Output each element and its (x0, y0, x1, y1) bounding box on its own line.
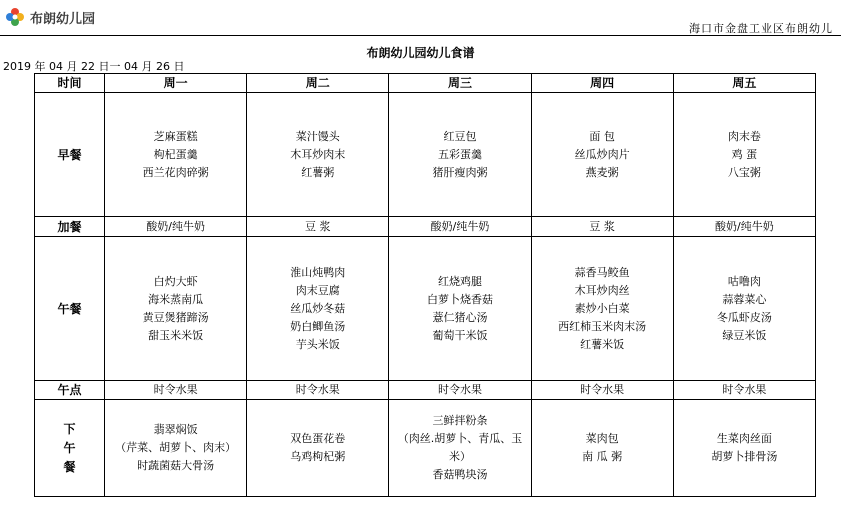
menu-item: 酸奶/纯牛奶 (430, 219, 490, 233)
menu-cell (389, 217, 531, 237)
menu-item: （芹菜、胡萝卜、肉末） (115, 441, 237, 454)
row-label-text: 下午餐 (63, 421, 76, 474)
menu-cell (389, 400, 531, 497)
row-label (35, 217, 105, 237)
menu-cell (247, 400, 389, 497)
menu-cell (673, 237, 815, 381)
row-label-text: 早餐 (57, 147, 82, 162)
menu-item: 三鲜拌粉条 (432, 414, 488, 427)
table-row-afternoon-snack (35, 381, 816, 400)
row-label (35, 237, 105, 381)
menu-cell (673, 217, 815, 237)
header-right-text: 海口市金盘工业区布朗幼儿 (689, 22, 833, 35)
menu-item: 黄豆煲猪蹄汤 (142, 310, 209, 324)
menu-item: 时令水果 (722, 383, 767, 396)
row-label (35, 381, 105, 400)
menu-item: 西红柿玉米肉末汤 (558, 319, 647, 333)
menu-item: 时令水果 (295, 383, 340, 396)
menu-cell (247, 381, 389, 400)
menu-item: 咕噜肉 (727, 274, 761, 288)
menu-item: 海米蒸南瓜 (148, 292, 204, 306)
row-label-text: 加餐 (57, 219, 82, 234)
menu-item: 肉末豆腐 (295, 283, 340, 297)
table-row-snack (35, 217, 816, 237)
date-range: 2019 年 04 月 22 日一 04 月 26 日 (3, 60, 185, 73)
menu-cell (389, 93, 531, 217)
menu-cell (673, 381, 815, 400)
menu-item: 蒜蓉菜心 (722, 292, 767, 306)
menu-item: 时令水果 (580, 383, 625, 396)
header-day: 周四 (531, 74, 673, 93)
menu-item: 鸡 蛋 (731, 147, 758, 161)
menu-cell (673, 400, 815, 497)
table-row-dinner (35, 400, 816, 497)
menu-item: 猪肝瘦肉粥 (432, 165, 488, 179)
menu-item: 芋头米饭 (295, 337, 340, 351)
menu-item: 菜肉包 (585, 432, 619, 445)
menu-item: 红烧鸡腿 (437, 274, 482, 288)
menu-item: 白萝卜烧香菇 (426, 292, 493, 306)
menu-item: 甜玉米米饭 (148, 328, 204, 342)
menu-item: 胡萝卜排骨汤 (711, 450, 778, 463)
menu-item: 香菇鸭块汤 (432, 468, 488, 481)
menu-cell (247, 217, 389, 237)
menu-cell (389, 237, 531, 381)
menu-cell (531, 217, 673, 237)
menu-item: 绿豆米饭 (722, 328, 767, 342)
menu-item: 红薯粥 (301, 165, 335, 179)
row-label (35, 93, 105, 217)
menu-item: 时蔬菌菇大骨汤 (137, 459, 215, 472)
menu-item: 翡翠焖饭 (153, 423, 198, 436)
menu-item: 木耳炒肉末 (290, 147, 346, 161)
menu-cell (531, 237, 673, 381)
menu-item: 红薯米饭 (580, 337, 625, 351)
menu-cell (105, 93, 247, 217)
table-header-row (35, 74, 816, 93)
menu-cell (105, 217, 247, 237)
menu-item: 红豆包 (443, 129, 477, 143)
logo-text: 布朗幼儿园 (30, 11, 96, 27)
table-row-breakfast (35, 93, 816, 217)
menu-item: 枸杞蛋羹 (153, 147, 198, 161)
header-day: 周一 (105, 74, 247, 93)
menu-item: 白灼大虾 (153, 274, 198, 288)
header-day: 周五 (673, 74, 815, 93)
menu-item: （肉丝.胡萝卜、青瓜、玉 (397, 432, 523, 445)
menu-item: 五彩蛋羹 (437, 147, 482, 161)
menu-item: 葡萄干米饭 (432, 328, 488, 342)
menu-cell (531, 93, 673, 217)
menu-item: 酸奶/纯牛奶 (146, 219, 205, 233)
menu-item: 双色蛋花卷 (290, 432, 346, 445)
menu-item: 肉末卷 (727, 129, 761, 143)
menu-item: 冬瓜虾皮汤 (716, 310, 772, 324)
menu-item: 芝麻蛋糕 (153, 129, 198, 143)
menu-cell (673, 93, 815, 217)
menu-cell (389, 381, 531, 400)
menu-item: 面 包 (589, 129, 615, 143)
menu-item: 豆 浆 (305, 219, 331, 233)
menu-item: 时令水果 (437, 383, 482, 396)
menu-cell (105, 237, 247, 381)
menu-item: 木耳炒肉丝 (574, 283, 630, 297)
menu-item: 乌鸡枸杞粥 (290, 450, 346, 463)
menu-cell (105, 400, 247, 497)
header-day: 周二 (247, 74, 389, 93)
page-title: 布朗幼儿园幼儿食谱 (366, 46, 475, 60)
logo (4, 4, 95, 30)
menu-item: 丝瓜炒肉片 (574, 147, 630, 161)
header-divider (0, 35, 841, 36)
menu-item: 豆 浆 (589, 219, 615, 233)
menu-item: 南 瓜 粥 (582, 450, 623, 463)
menu-item: 薏仁猪心汤 (432, 310, 488, 324)
table-row-lunch (35, 237, 816, 381)
menu-item: 西兰花肉碎粥 (142, 165, 209, 179)
menu-item: 丝瓜炒冬菇 (290, 301, 346, 315)
row-label-text: 午餐 (57, 301, 82, 316)
menu-item: 酸奶/纯牛奶 (715, 219, 774, 233)
header-time: 时间 (35, 74, 105, 93)
menu-cell (247, 93, 389, 217)
menu-cell (531, 400, 673, 497)
menu-item: 燕麦粥 (585, 165, 619, 179)
header-day: 周三 (389, 74, 531, 93)
menu-cell (531, 381, 673, 400)
menu-item: 时令水果 (153, 383, 198, 396)
menu-item: 米） (448, 450, 471, 463)
row-label-text: 午点 (57, 383, 82, 397)
menu-item: 菜汁馒头 (295, 129, 340, 143)
menu-item: 八宝粥 (727, 165, 761, 179)
menu-item: 素炒小白菜 (574, 301, 630, 315)
menu-table (34, 73, 816, 497)
row-label (35, 400, 105, 497)
menu-item: 生菜肉丝面 (716, 432, 772, 445)
menu-cell (247, 237, 389, 381)
menu-item: 奶白鲫鱼汤 (290, 319, 346, 333)
menu-cell (105, 381, 247, 400)
menu-item: 淮山炖鸭肉 (290, 265, 346, 279)
logo-flower-icon (4, 6, 26, 28)
menu-item: 蒜香马鲛鱼 (574, 265, 630, 279)
